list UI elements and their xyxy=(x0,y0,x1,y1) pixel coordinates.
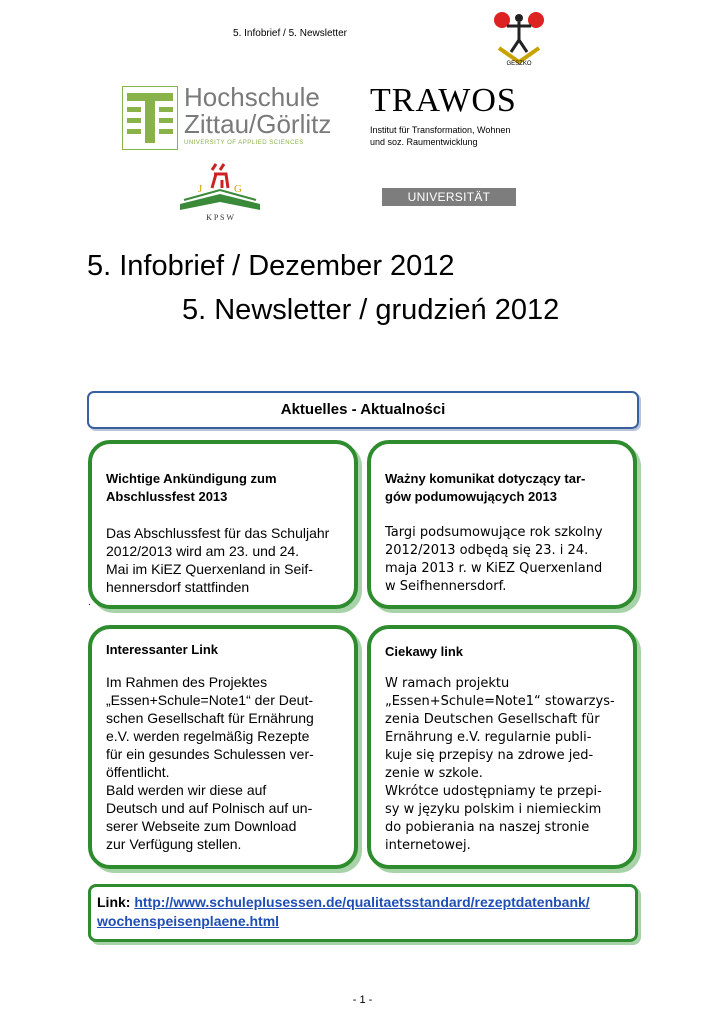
announcement-body-de-line: hennersdorf stattfinden xyxy=(106,579,250,595)
running-header: 5. Infobrief / 5. Newsletter xyxy=(233,28,347,39)
link-info-body-pl-line: zenia Deutschen Gesellschaft für xyxy=(385,712,600,727)
link-box xyxy=(88,884,638,942)
link-info-body-pl-line: sy w języku polskim i niemieckim xyxy=(385,802,602,817)
recipe-link-line2[interactable]: wochenspeisenplaene.html xyxy=(97,913,280,929)
announcement-body-pl-line: maja 2013 r. w KiEZ Querxenland xyxy=(385,561,603,576)
hochschule-logo xyxy=(122,82,332,152)
link-info-heading-de: Interessanter Link xyxy=(106,642,218,657)
link-info-body-pl-line: Ernährung e.V. regularnie publi- xyxy=(385,730,592,745)
kpsw-emblem-icon xyxy=(176,160,264,222)
link-info-body-de xyxy=(106,673,346,853)
hochschule-name xyxy=(184,84,331,138)
uni-leipzig-logo: UNIVERSITÄT LEIPZIG xyxy=(382,188,516,206)
recipe-link[interactable] xyxy=(97,894,590,929)
stray-mark: . xyxy=(88,597,91,608)
announcement-heading-pl-line1: Ważny komunikat dotyczący tar- xyxy=(385,471,586,486)
section-heading-aktuelles: Aktuelles - Aktualności xyxy=(87,391,639,429)
link-info-body-de-line: Im Rahmen des Projektes xyxy=(106,674,268,690)
announcement-heading-de xyxy=(106,470,344,506)
announcement-box-de xyxy=(88,440,358,609)
announcement-heading-de-line1: Wichtige Ankündigung zum xyxy=(106,471,277,486)
hochschule-emblem-icon xyxy=(122,86,178,150)
link-info-body-de-line: Deutsch und auf Polnisch auf un- xyxy=(106,800,313,816)
title-infobrief: 5. Infobrief / Dezember 2012 xyxy=(87,250,455,282)
link-info-box-de xyxy=(88,625,358,869)
link-info-body-de-line: schen Gesellschaft für Ernährung xyxy=(106,710,314,726)
svg-text:J: J xyxy=(198,183,203,195)
kpsw-label: K P S W xyxy=(206,213,234,222)
announcement-body-de-line: Mai im KiEZ Querxenland in Seif- xyxy=(106,561,313,577)
announcement-body-de-line: 2012/2013 wird am 23. und 24. xyxy=(106,543,300,559)
trawos-name: TRAWOS xyxy=(370,82,517,119)
link-info-heading-pl: Ciekawy link xyxy=(385,644,464,659)
title-newsletter: 5. Newsletter / grudzień 2012 xyxy=(182,294,560,326)
kpsw-logo xyxy=(176,160,264,222)
announcement-body-pl xyxy=(385,524,623,596)
svg-text:G: G xyxy=(234,183,242,195)
link-info-body-pl-line: „Essen+Schule=Note1“ stowarzys- xyxy=(385,694,615,709)
trawos-subtitle-line2: und soz. Raumentwicklung xyxy=(370,137,478,147)
link-info-body-pl-line: do pobierania na naszej stronie xyxy=(385,820,590,835)
recipe-link-line1[interactable]: http://www.schuleplusessen.de/qualitaetsstandard/rezeptdatenbank/ xyxy=(134,894,590,910)
link-info-body-de-line: zur Verfügung stellen. xyxy=(106,836,242,852)
hochschule-name-line2: Zittau/Görlitz xyxy=(184,109,332,139)
link-info-body-de-line: für ein gesundes Schulessen ver- xyxy=(106,746,314,762)
hochschule-name-line1: Hochschule xyxy=(184,82,320,112)
hochschule-subtitle: UNIVERSITY OF APPLIED SCIENCES xyxy=(184,140,304,146)
geszko-label: GESZKO xyxy=(506,61,532,66)
announcement-heading-pl xyxy=(385,470,623,506)
announcement-box-pl xyxy=(367,440,637,609)
link-info-body-de-line: Bald werden wir diese auf xyxy=(106,782,267,798)
announcement-heading-de-line2: Abschlussfest 2013 xyxy=(106,489,228,504)
page-number: - 1 - xyxy=(352,994,373,1006)
geszko-emblem-icon xyxy=(493,6,545,66)
link-info-box-pl xyxy=(367,625,637,869)
trawos-logo xyxy=(370,84,600,148)
trawos-subtitle-line1: Institut für Transformation, Wohnen xyxy=(370,125,511,135)
geszko-logo xyxy=(493,6,545,66)
link-info-body-pl-line: Wkrótce udostępniamy te przepi- xyxy=(385,784,602,799)
trawos-subtitle xyxy=(370,124,600,148)
link-info-body-de-line: öffentlicht. xyxy=(106,764,170,780)
link-info-body-pl-line: W ramach projektu xyxy=(385,676,510,691)
announcement-heading-pl-line2: gów podumowujących 2013 xyxy=(385,489,557,504)
link-info-body-pl xyxy=(385,675,625,855)
announcement-body-pl-line: Targi podsumowujące rok szkolny xyxy=(385,525,603,540)
link-info-body-de-line: „Essen+Schule=Note1“ der Deut- xyxy=(106,692,313,708)
announcement-body-pl-line: w Seifhennersdorf. xyxy=(385,579,507,594)
link-info-body-pl-line: internetowej. xyxy=(385,838,471,853)
link-info-body-de-line: serer Webseite zum Download xyxy=(106,818,297,834)
link-label: Link: xyxy=(97,894,131,910)
announcement-body-de-line: Das Abschlussfest für das Schuljahr xyxy=(106,525,330,541)
link-info-body-pl-line: kuje się przepisy na zdrowe jed- xyxy=(385,748,594,763)
link-info-body-pl-line: zenie w szkole. xyxy=(385,766,483,781)
announcement-body-pl-line: 2012/2013 odbędą się 23. i 24. xyxy=(385,543,589,558)
announcement-body-de xyxy=(106,524,344,596)
link-info-body-de-line: e.V. werden regelmäßig Rezepte xyxy=(106,728,310,744)
